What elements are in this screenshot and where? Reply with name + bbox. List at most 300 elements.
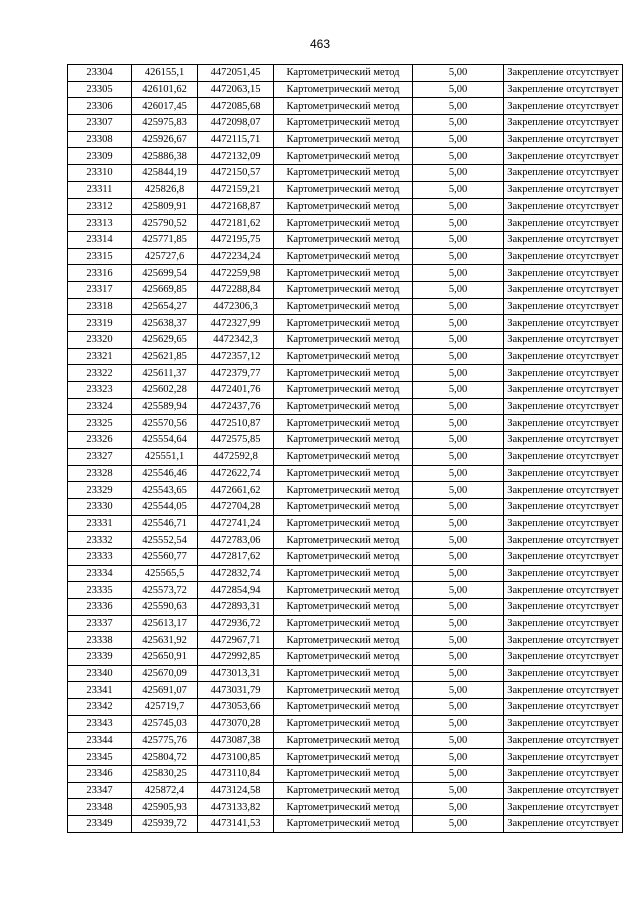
accuracy-cell: 5,00 [413, 148, 504, 165]
accuracy-cell: 5,00 [413, 215, 504, 232]
table-row [68, 599, 623, 616]
fixing-cell: Закрепление отсутствует [504, 115, 623, 132]
y-coordinate-cell: 4472783,06 [198, 532, 274, 549]
method-cell: Картометрический метод [274, 115, 413, 132]
method-cell: Картометрический метод [274, 465, 413, 482]
table-row [68, 432, 623, 449]
fixing-cell: Закрепление отсутствует [504, 532, 623, 549]
fixing-cell: Закрепление отсутствует [504, 548, 623, 565]
accuracy-cell: 5,00 [413, 548, 504, 565]
y-coordinate-cell: 4472379,77 [198, 365, 274, 382]
method-cell: Картометрический метод [274, 415, 413, 432]
accuracy-cell: 5,00 [413, 498, 504, 515]
point-number-cell: 23346 [68, 765, 132, 782]
accuracy-cell: 5,00 [413, 515, 504, 532]
table-row [68, 732, 623, 749]
method-cell: Картометрический метод [274, 248, 413, 265]
accuracy-cell: 5,00 [413, 398, 504, 415]
fixing-cell: Закрепление отсутствует [504, 599, 623, 616]
x-coordinate-cell: 425809,91 [132, 198, 198, 215]
y-coordinate-cell: 4472854,94 [198, 582, 274, 599]
accuracy-cell: 5,00 [413, 315, 504, 332]
table-row [68, 332, 623, 349]
point-number-cell: 23306 [68, 98, 132, 115]
point-number-cell: 23349 [68, 815, 132, 832]
x-coordinate-cell: 425719,7 [132, 699, 198, 716]
x-coordinate-cell: 425775,76 [132, 732, 198, 749]
fixing-cell: Закрепление отсутствует [504, 65, 623, 82]
fixing-cell: Закрепление отсутствует [504, 181, 623, 198]
accuracy-cell: 5,00 [413, 815, 504, 832]
method-cell: Картометрический метод [274, 782, 413, 799]
x-coordinate-cell: 425543,65 [132, 482, 198, 499]
y-coordinate-cell: 4473031,79 [198, 682, 274, 699]
fixing-cell: Закрепление отсутствует [504, 398, 623, 415]
y-coordinate-cell: 4472098,07 [198, 115, 274, 132]
method-cell: Картометрический метод [274, 548, 413, 565]
point-number-cell: 23334 [68, 565, 132, 582]
method-cell: Картометрический метод [274, 348, 413, 365]
x-coordinate-cell: 425699,54 [132, 265, 198, 282]
coordinates-table-body [68, 65, 623, 833]
accuracy-cell: 5,00 [413, 799, 504, 816]
method-cell: Картометрический метод [274, 148, 413, 165]
fixing-cell: Закрепление отсутствует [504, 148, 623, 165]
point-number-cell: 23329 [68, 482, 132, 499]
accuracy-cell: 5,00 [413, 665, 504, 682]
accuracy-cell: 5,00 [413, 599, 504, 616]
point-number-cell: 23305 [68, 81, 132, 98]
method-cell: Картометрический метод [274, 799, 413, 816]
point-number-cell: 23310 [68, 165, 132, 182]
method-cell: Картометрический метод [274, 765, 413, 782]
accuracy-cell: 5,00 [413, 248, 504, 265]
method-cell: Картометрический метод [274, 165, 413, 182]
fixing-cell: Закрепление отсутствует [504, 515, 623, 532]
x-coordinate-cell: 425611,37 [132, 365, 198, 382]
accuracy-cell: 5,00 [413, 432, 504, 449]
x-coordinate-cell: 425565,5 [132, 565, 198, 582]
y-coordinate-cell: 4472327,99 [198, 315, 274, 332]
table-row [68, 98, 623, 115]
method-cell: Картометрический метод [274, 81, 413, 98]
y-coordinate-cell: 4472159,21 [198, 181, 274, 198]
x-coordinate-cell: 425826,8 [132, 181, 198, 198]
y-coordinate-cell: 4472401,76 [198, 382, 274, 399]
fixing-cell: Закрепление отсутствует [504, 699, 623, 716]
y-coordinate-cell: 4472741,24 [198, 515, 274, 532]
method-cell: Картометрический метод [274, 432, 413, 449]
accuracy-cell: 5,00 [413, 632, 504, 649]
x-coordinate-cell: 426155,1 [132, 65, 198, 82]
point-number-cell: 23307 [68, 115, 132, 132]
accuracy-cell: 5,00 [413, 98, 504, 115]
accuracy-cell: 5,00 [413, 782, 504, 799]
accuracy-cell: 5,00 [413, 198, 504, 215]
table-row [68, 749, 623, 766]
x-coordinate-cell: 425589,94 [132, 398, 198, 415]
y-coordinate-cell: 4472168,87 [198, 198, 274, 215]
y-coordinate-cell: 4472259,98 [198, 265, 274, 282]
accuracy-cell: 5,00 [413, 715, 504, 732]
table-row [68, 632, 623, 649]
x-coordinate-cell: 425654,27 [132, 298, 198, 315]
table-row [68, 582, 623, 599]
y-coordinate-cell: 4472622,74 [198, 465, 274, 482]
fixing-cell: Закрепление отсутствует [504, 649, 623, 666]
fixing-cell: Закрепление отсутствует [504, 81, 623, 98]
x-coordinate-cell: 425939,72 [132, 815, 198, 832]
point-number-cell: 23320 [68, 332, 132, 349]
table-row [68, 281, 623, 298]
table-row [68, 348, 623, 365]
fixing-cell: Закрепление отсутствует [504, 582, 623, 599]
table-row [68, 448, 623, 465]
table-row [68, 315, 623, 332]
accuracy-cell: 5,00 [413, 682, 504, 699]
y-coordinate-cell: 4472051,45 [198, 65, 274, 82]
y-coordinate-cell: 4472115,71 [198, 131, 274, 148]
method-cell: Картометрический метод [274, 615, 413, 632]
x-coordinate-cell: 425727,6 [132, 248, 198, 265]
x-coordinate-cell: 425804,72 [132, 749, 198, 766]
table-row [68, 248, 623, 265]
point-number-cell: 23326 [68, 432, 132, 449]
method-cell: Картометрический метод [274, 448, 413, 465]
fixing-cell: Закрепление отсутствует [504, 298, 623, 315]
fixing-cell: Закрепление отсутствует [504, 565, 623, 582]
point-number-cell: 23340 [68, 665, 132, 682]
table-row [68, 131, 623, 148]
point-number-cell: 23324 [68, 398, 132, 415]
table-row [68, 365, 623, 382]
point-number-cell: 23318 [68, 298, 132, 315]
fixing-cell: Закрепление отсутствует [504, 265, 623, 282]
fixing-cell: Закрепление отсутствует [504, 231, 623, 248]
method-cell: Картометрический метод [274, 382, 413, 399]
y-coordinate-cell: 4473110,84 [198, 765, 274, 782]
method-cell: Картометрический метод [274, 398, 413, 415]
table-row [68, 81, 623, 98]
accuracy-cell: 5,00 [413, 448, 504, 465]
y-coordinate-cell: 4472063,15 [198, 81, 274, 98]
accuracy-cell: 5,00 [413, 749, 504, 766]
method-cell: Картометрический метод [274, 682, 413, 699]
table-row [68, 181, 623, 198]
point-number-cell: 23339 [68, 649, 132, 666]
method-cell: Картометрический метод [274, 649, 413, 666]
x-coordinate-cell: 425602,28 [132, 382, 198, 399]
table-row [68, 415, 623, 432]
y-coordinate-cell: 4473053,66 [198, 699, 274, 716]
table-row [68, 799, 623, 816]
x-coordinate-cell: 425631,92 [132, 632, 198, 649]
x-coordinate-cell: 426017,45 [132, 98, 198, 115]
x-coordinate-cell: 425691,07 [132, 682, 198, 699]
method-cell: Картометрический метод [274, 715, 413, 732]
fixing-cell: Закрепление отсутствует [504, 365, 623, 382]
x-coordinate-cell: 425790,52 [132, 215, 198, 232]
table-row [68, 649, 623, 666]
table-row [68, 532, 623, 549]
y-coordinate-cell: 4472342,3 [198, 332, 274, 349]
fixing-cell: Закрепление отсутствует [504, 131, 623, 148]
fixing-cell: Закрепление отсутствует [504, 465, 623, 482]
method-cell: Картометрический метод [274, 131, 413, 148]
point-number-cell: 23315 [68, 248, 132, 265]
fixing-cell: Закрепление отсутствует [504, 498, 623, 515]
fixing-cell: Закрепление отсутствует [504, 448, 623, 465]
y-coordinate-cell: 4472357,12 [198, 348, 274, 365]
table-row [68, 465, 623, 482]
fixing-cell: Закрепление отсутствует [504, 782, 623, 799]
x-coordinate-cell: 425544,05 [132, 498, 198, 515]
y-coordinate-cell: 4472967,71 [198, 632, 274, 649]
fixing-cell: Закрепление отсутствует [504, 198, 623, 215]
fixing-cell: Закрепление отсутствует [504, 415, 623, 432]
y-coordinate-cell: 4472575,85 [198, 432, 274, 449]
y-coordinate-cell: 4472893,31 [198, 599, 274, 616]
page-number: 463 [309, 37, 331, 51]
fixing-cell: Закрепление отсутствует [504, 315, 623, 332]
accuracy-cell: 5,00 [413, 482, 504, 499]
point-number-cell: 23335 [68, 582, 132, 599]
table-row [68, 482, 623, 499]
table-row [68, 198, 623, 215]
accuracy-cell: 5,00 [413, 565, 504, 582]
method-cell: Картометрический метод [274, 231, 413, 248]
method-cell: Картометрический метод [274, 281, 413, 298]
accuracy-cell: 5,00 [413, 465, 504, 482]
x-coordinate-cell: 425872,4 [132, 782, 198, 799]
method-cell: Картометрический метод [274, 498, 413, 515]
method-cell: Картометрический метод [274, 665, 413, 682]
accuracy-cell: 5,00 [413, 131, 504, 148]
y-coordinate-cell: 4472306,3 [198, 298, 274, 315]
fixing-cell: Закрепление отсутствует [504, 382, 623, 399]
method-cell: Картометрический метод [274, 732, 413, 749]
table-row [68, 498, 623, 515]
accuracy-cell: 5,00 [413, 115, 504, 132]
accuracy-cell: 5,00 [413, 415, 504, 432]
y-coordinate-cell: 4473013,31 [198, 665, 274, 682]
method-cell: Картометрический метод [274, 482, 413, 499]
method-cell: Картометрический метод [274, 98, 413, 115]
method-cell: Картометрический метод [274, 181, 413, 198]
y-coordinate-cell: 4472181,62 [198, 215, 274, 232]
method-cell: Картометрический метод [274, 365, 413, 382]
y-coordinate-cell: 4472832,74 [198, 565, 274, 582]
method-cell: Картометрический метод [274, 65, 413, 82]
x-coordinate-cell: 425669,85 [132, 281, 198, 298]
accuracy-cell: 5,00 [413, 165, 504, 182]
accuracy-cell: 5,00 [413, 281, 504, 298]
method-cell: Картометрический метод [274, 332, 413, 349]
method-cell: Картометрический метод [274, 298, 413, 315]
accuracy-cell: 5,00 [413, 765, 504, 782]
table-row [68, 615, 623, 632]
y-coordinate-cell: 4473070,28 [198, 715, 274, 732]
accuracy-cell: 5,00 [413, 615, 504, 632]
point-number-cell: 23304 [68, 65, 132, 82]
fixing-cell: Закрепление отсутствует [504, 632, 623, 649]
x-coordinate-cell: 425560,77 [132, 548, 198, 565]
point-number-cell: 23309 [68, 148, 132, 165]
point-number-cell: 23317 [68, 281, 132, 298]
table-row [68, 165, 623, 182]
fixing-cell: Закрепление отсутствует [504, 732, 623, 749]
point-number-cell: 23319 [68, 315, 132, 332]
method-cell: Картометрический метод [274, 632, 413, 649]
y-coordinate-cell: 4472150,57 [198, 165, 274, 182]
y-coordinate-cell: 4473124,58 [198, 782, 274, 799]
y-coordinate-cell: 4473133,82 [198, 799, 274, 816]
x-coordinate-cell: 425886,38 [132, 148, 198, 165]
fixing-cell: Закрепление отсутствует [504, 799, 623, 816]
point-number-cell: 23347 [68, 782, 132, 799]
x-coordinate-cell: 425546,71 [132, 515, 198, 532]
fixing-cell: Закрепление отсутствует [504, 715, 623, 732]
table-row [68, 215, 623, 232]
table-row [68, 815, 623, 832]
fixing-cell: Закрепление отсутствует [504, 665, 623, 682]
x-coordinate-cell: 425551,1 [132, 448, 198, 465]
accuracy-cell: 5,00 [413, 365, 504, 382]
x-coordinate-cell: 425670,09 [132, 665, 198, 682]
fixing-cell: Закрепление отсутствует [504, 165, 623, 182]
table-row [68, 548, 623, 565]
accuracy-cell: 5,00 [413, 582, 504, 599]
table-row [68, 231, 623, 248]
method-cell: Картометрический метод [274, 599, 413, 616]
x-coordinate-cell: 425830,25 [132, 765, 198, 782]
y-coordinate-cell: 4472592,8 [198, 448, 274, 465]
method-cell: Картометрический метод [274, 265, 413, 282]
fixing-cell: Закрепление отсутствует [504, 248, 623, 265]
table-row [68, 665, 623, 682]
accuracy-cell: 5,00 [413, 81, 504, 98]
y-coordinate-cell: 4472085,68 [198, 98, 274, 115]
table-row [68, 515, 623, 532]
point-number-cell: 23322 [68, 365, 132, 382]
point-number-cell: 23330 [68, 498, 132, 515]
y-coordinate-cell: 4472288,84 [198, 281, 274, 298]
point-number-cell: 23333 [68, 548, 132, 565]
point-number-cell: 23314 [68, 231, 132, 248]
y-coordinate-cell: 4472510,87 [198, 415, 274, 432]
method-cell: Картометрический метод [274, 582, 413, 599]
x-coordinate-cell: 425546,46 [132, 465, 198, 482]
point-number-cell: 23311 [68, 181, 132, 198]
table-row [68, 382, 623, 399]
fixing-cell: Закрепление отсутствует [504, 281, 623, 298]
y-coordinate-cell: 4472132,09 [198, 148, 274, 165]
point-number-cell: 23341 [68, 682, 132, 699]
x-coordinate-cell: 425590,63 [132, 599, 198, 616]
table-row [68, 565, 623, 582]
y-coordinate-cell: 4473141,53 [198, 815, 274, 832]
y-coordinate-cell: 4472195,75 [198, 231, 274, 248]
point-number-cell: 23331 [68, 515, 132, 532]
accuracy-cell: 5,00 [413, 265, 504, 282]
point-number-cell: 23316 [68, 265, 132, 282]
fixing-cell: Закрепление отсутствует [504, 348, 623, 365]
y-coordinate-cell: 4472661,62 [198, 482, 274, 499]
method-cell: Картометрический метод [274, 315, 413, 332]
point-number-cell: 23343 [68, 715, 132, 732]
accuracy-cell: 5,00 [413, 649, 504, 666]
y-coordinate-cell: 4472437,76 [198, 398, 274, 415]
accuracy-cell: 5,00 [413, 532, 504, 549]
fixing-cell: Закрепление отсутствует [504, 749, 623, 766]
method-cell: Картометрический метод [274, 815, 413, 832]
fixing-cell: Закрепление отсутствует [504, 215, 623, 232]
table-row [68, 398, 623, 415]
x-coordinate-cell: 425552,54 [132, 532, 198, 549]
method-cell: Картометрический метод [274, 532, 413, 549]
point-number-cell: 23313 [68, 215, 132, 232]
table-row [68, 115, 623, 132]
point-number-cell: 23308 [68, 131, 132, 148]
table-row [68, 765, 623, 782]
table-row [68, 298, 623, 315]
point-number-cell: 23325 [68, 415, 132, 432]
x-coordinate-cell: 425629,65 [132, 332, 198, 349]
accuracy-cell: 5,00 [413, 65, 504, 82]
y-coordinate-cell: 4472992,85 [198, 649, 274, 666]
fixing-cell: Закрепление отсутствует [504, 765, 623, 782]
fixing-cell: Закрепление отсутствует [504, 815, 623, 832]
x-coordinate-cell: 425554,64 [132, 432, 198, 449]
x-coordinate-cell: 425926,67 [132, 131, 198, 148]
table-row [68, 715, 623, 732]
table-row [68, 148, 623, 165]
fixing-cell: Закрепление отсутствует [504, 615, 623, 632]
fixing-cell: Закрепление отсутствует [504, 482, 623, 499]
accuracy-cell: 5,00 [413, 332, 504, 349]
y-coordinate-cell: 4472704,28 [198, 498, 274, 515]
point-number-cell: 23332 [68, 532, 132, 549]
point-number-cell: 23348 [68, 799, 132, 816]
point-number-cell: 23338 [68, 632, 132, 649]
y-coordinate-cell: 4473100,85 [198, 749, 274, 766]
x-coordinate-cell: 425975,83 [132, 115, 198, 132]
point-number-cell: 23344 [68, 732, 132, 749]
method-cell: Картометрический метод [274, 515, 413, 532]
fixing-cell: Закрепление отсутствует [504, 332, 623, 349]
point-number-cell: 23336 [68, 599, 132, 616]
fixing-cell: Закрепление отсутствует [504, 98, 623, 115]
accuracy-cell: 5,00 [413, 181, 504, 198]
x-coordinate-cell: 425771,85 [132, 231, 198, 248]
method-cell: Картометрический метод [274, 215, 413, 232]
x-coordinate-cell: 425638,37 [132, 315, 198, 332]
table-row [68, 65, 623, 82]
point-number-cell: 23342 [68, 699, 132, 716]
x-coordinate-cell: 425745,03 [132, 715, 198, 732]
table-row [68, 682, 623, 699]
method-cell: Картометрический метод [274, 565, 413, 582]
point-number-cell: 23321 [68, 348, 132, 365]
point-number-cell: 23337 [68, 615, 132, 632]
fixing-cell: Закрепление отсутствует [504, 432, 623, 449]
x-coordinate-cell: 425905,93 [132, 799, 198, 816]
table-row [68, 699, 623, 716]
y-coordinate-cell: 4473087,38 [198, 732, 274, 749]
method-cell: Картометрический метод [274, 749, 413, 766]
x-coordinate-cell: 425844,19 [132, 165, 198, 182]
accuracy-cell: 5,00 [413, 231, 504, 248]
